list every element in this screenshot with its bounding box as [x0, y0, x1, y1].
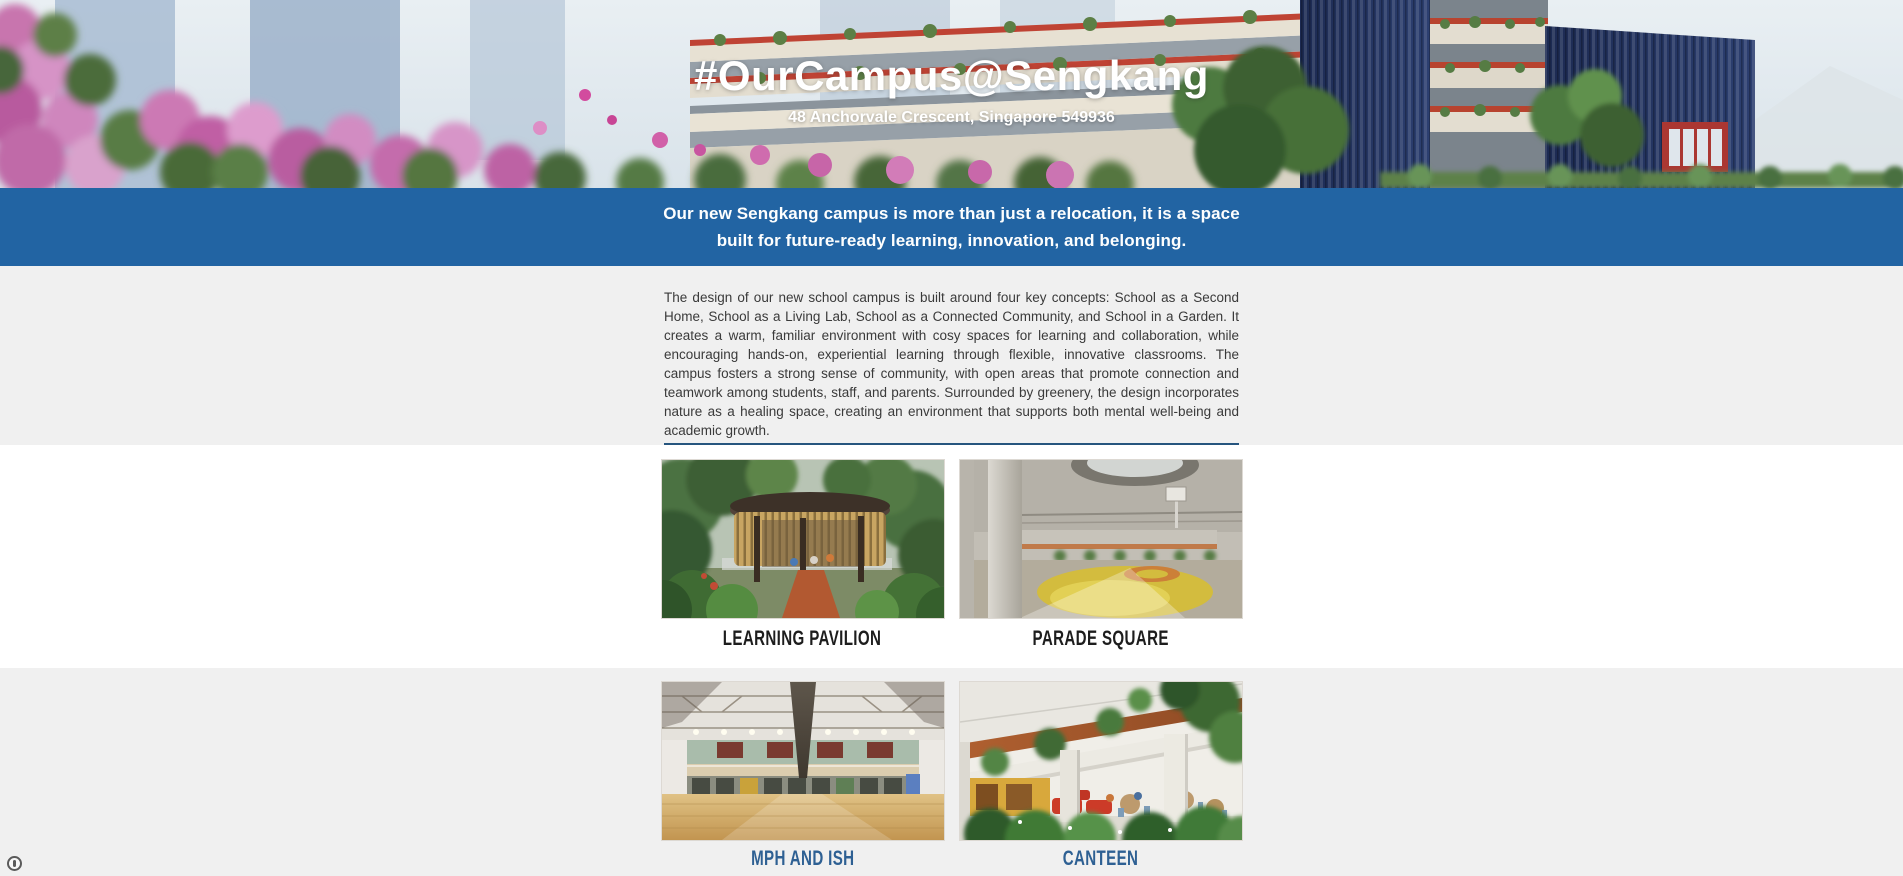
gallery-row-2 — [0, 668, 1903, 876]
intro-paragraph: The design of our new school campus is built around four key concepts: School as a Second Home, School as a Living Lab, School as a Connected Community, and School in a Garden. It creates a warm, familiar environment with cosy spaces for learning and collaboration, while encouraging hands-on, experiential learning through flexible, innovative classrooms. The campus fosters a strong sense of community, with open areas that promote connection and teamwork among students, staff, and parents. Surrounded by greenery, the design incorporates nature as a healing space, creating an environment that supports both mental well-being and academic growth. — [664, 290, 1239, 438]
gallery-card-canteen — [959, 681, 1243, 876]
tagline-line-2: built for future-ready learning, innovation, and belonging. — [716, 231, 1187, 250]
gallery-row-1 — [0, 445, 1903, 668]
learning-pavilion-caption: LEARNING PAVILION — [723, 627, 882, 650]
intro-column — [664, 266, 1239, 445]
accessibility-widget-icon[interactable] — [7, 856, 22, 871]
page-title: #OurCampus@Sengkang — [694, 52, 1209, 99]
parade-square-image[interactable] — [959, 459, 1243, 619]
canteen-image[interactable] — [959, 681, 1243, 841]
canteen-render — [960, 682, 1242, 840]
parade-square-render — [960, 460, 1242, 618]
learning-pavilion-render — [662, 460, 944, 618]
learning-pavilion-image[interactable] — [661, 459, 945, 619]
mph-and-ish-image[interactable] — [661, 681, 945, 841]
gallery-card-parade-square — [959, 459, 1243, 668]
parade-square-caption: PARADE SQUARE — [1032, 627, 1169, 650]
intro-section — [0, 266, 1903, 445]
hero-section — [0, 0, 1903, 188]
canteen-caption[interactable]: CANTEEN — [1062, 847, 1139, 870]
gallery-card-learning-pavilion — [661, 459, 945, 668]
gallery-card-mph-and-ish — [661, 681, 945, 876]
tagline-banner — [0, 188, 1903, 266]
page-subtitle: 48 Anchorvale Crescent, Singapore 549936 — [788, 109, 1115, 126]
hero-text-block — [0, 52, 1903, 127]
tagline-line-1: Our new Sengkang campus is more than just a relocation, it is a space — [663, 204, 1240, 223]
mph-and-ish-hall-render — [662, 682, 944, 840]
mph-and-ish-caption[interactable]: MPH AND ISH — [750, 847, 855, 870]
